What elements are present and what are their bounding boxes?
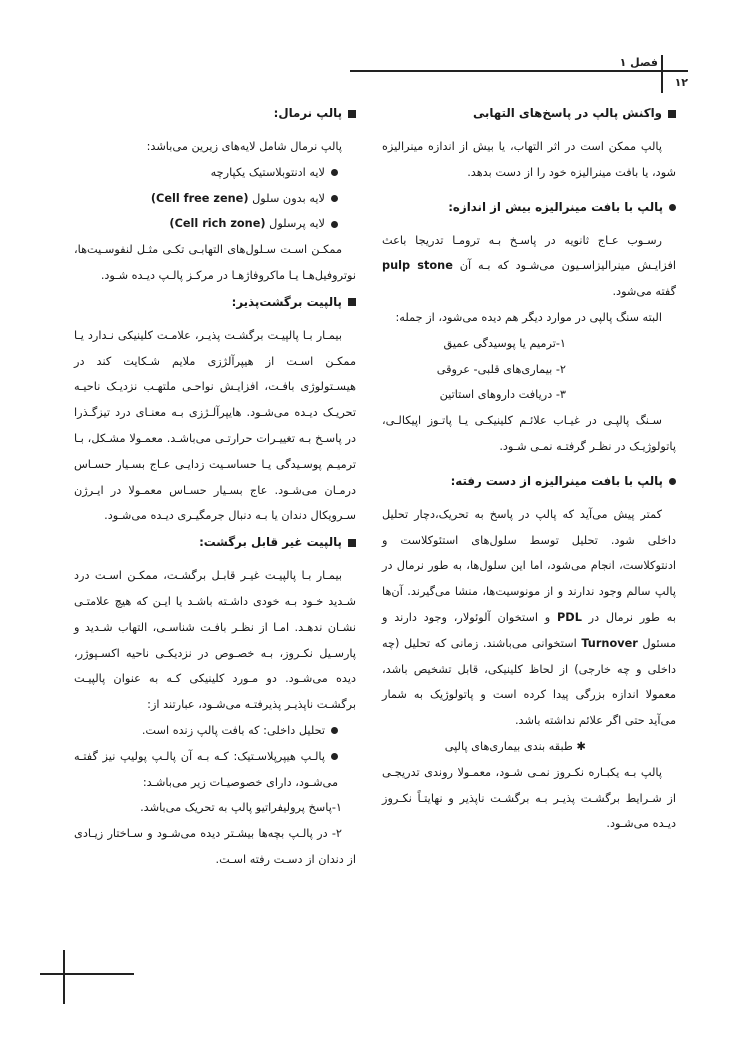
list-item: ۲- بیماری‌های قلبی- عروقی bbox=[436, 362, 566, 376]
list-item: ۲- در پالـپ بچه‌ها بیشـتر دیده می‌شـود و سـاختار زیـادی از دندان از دسـت رفته اسـت. bbox=[74, 827, 356, 866]
list-item: لایه پرسلول (Cell rich zone) bbox=[74, 211, 338, 237]
classification-note: ✱ طبقه بندی بیماری‌های پالپی bbox=[444, 739, 586, 753]
paragraph: رسـوب عـاج ثانویه در پاسـخ بـه ترومـا تدریجا باعث افزایـش مینرالیزاسـیون می‌شـود که بـه آن pulp stone گفته می‌شود. bbox=[382, 233, 676, 299]
round-bullet-icon bbox=[669, 204, 676, 211]
paragraph: پالپ نرمال شامل لایه‌های زیرین می‌باشد: bbox=[146, 140, 342, 153]
square-bullet-icon bbox=[668, 110, 676, 118]
heading-irreversible-pulpitis: پالپیت غیر قابل برگشت: bbox=[74, 529, 356, 555]
term-turnover: Turnover bbox=[581, 636, 638, 650]
paragraph: پالپ بـه یکبـاره نکـروز نمـی شـود، معمـولا روندی تدریجـی از شـرایط برگشـت پذیـر بـه برگشـت ناپذیر و نهایتـاً نکـروز دیـده می‌شـود. bbox=[382, 765, 676, 831]
paragraph: ممکـن اسـت سـلول‌های التهابـی تکـی مثـل لنفوسـیت‌ها، نوتروفیل‌هـا یـا ماکروفاژهـا در مرکـز پالـپ دیـده شـود. bbox=[74, 243, 356, 282]
term-pdl: PDL bbox=[557, 610, 582, 624]
list-item: تحلیل داخلی: که بافت پالپ زنده است. bbox=[74, 718, 338, 744]
header-divider bbox=[661, 55, 663, 93]
crop-mark-horizontal bbox=[40, 973, 134, 975]
list-item: پالـپ هیپرپلاسـتیک: کـه بـه آن پالـپ پولیپ نیز گفتـه می‌شـود، دارای خصوصیـات زیر می‌باشـد: bbox=[74, 749, 338, 789]
paragraph: بیمـار بـا پالپیـت غیـر قابـل برگشـت، ممکـن اسـت درد شـدید خـود بـه خودی داشـته باشـد یا ایـن که هیچ علامتـی نشـان ندهـد. امـا از نظـر بافـت شناسـی، التهاب شـدید و پارسـیل نکـروز، بـه خصـوص در نزدیکـی ناحیه اکسـپوژر، دیده می‌شـود. دو مـورد کلینیکی کـه به عنوان پالپیـت برگشـت ناپذیـر پذیرفتـه می‌شـود، عبارتند از: bbox=[74, 569, 356, 712]
heading-normal-pulp: پالپ نرمال: bbox=[74, 100, 356, 126]
square-bullet-icon bbox=[348, 110, 356, 118]
asterisk-icon: ✱ bbox=[572, 739, 586, 753]
chapter-label: فصل ۱ bbox=[619, 56, 658, 69]
round-bullet-icon bbox=[331, 727, 338, 734]
round-bullet-icon bbox=[669, 478, 676, 485]
paragraph: پالپ ممکن است در اثر التهاب، یا بیش از اندازه مینرالیزه شود، یا بافت مینرالیزه خود را از دست بدهد. bbox=[382, 140, 676, 179]
paragraph: سـنگ پالپـی در غیـاب علائـم کلینیکـی یـا پاتـوز اپیکالـی، پاتولوژیـک در نظـر گرفتـه نمـی شـود. bbox=[382, 414, 676, 453]
list-item: لایه بدون سلول (Cell free zene) bbox=[74, 186, 338, 212]
square-bullet-icon bbox=[348, 298, 356, 306]
crop-mark-vertical bbox=[63, 950, 65, 1004]
right-column bbox=[382, 100, 676, 837]
heading-reversible-pulpitis: پالپیت برگشت‌پذیر: bbox=[74, 289, 356, 315]
left-column bbox=[74, 100, 356, 873]
round-bullet-icon bbox=[331, 753, 338, 760]
page-number: ۱۲ bbox=[674, 76, 688, 89]
term-pulp-stone: pulp stone bbox=[382, 259, 453, 273]
paragraph: کمتر پیش می‌آید که پالپ در پاسخ به تحریک،دچار تحلیل داخلی شود. تحلیل توسط سلول‌های استئوکلاست و ادنتوکلاست، انجام می‌شود، اما این سلول‌ها، به طور نرمال در پالپ سالم وجود ندارند و از مونوسیت‌ها، منشا می‌گیرند. آن‌ها به طور نرمال در PDL و استخوان آلوئولار، وجود دارند و مسئول Turnover استخوانی می‌باشند. زمانی که تحلیل (چه داخلی و چه خارجی) از لحاظ کلینیکی، قابل تشخیص باشد، معمولا اندازه بزرگی پیدا کرده است و پاتولوژیک به شمار می‌آید حتی اگر علائم نداشته باشد. bbox=[382, 507, 677, 728]
round-bullet-icon bbox=[331, 169, 338, 176]
heading-lost-mineralized: پالپ با بافت مینرالیزه از دست رفته: bbox=[382, 468, 676, 494]
heading-hyper-mineralized: پالپ با بافت مینرالیزه بیش از اندازه: bbox=[382, 194, 676, 220]
round-bullet-icon bbox=[331, 195, 338, 202]
paragraph: البته سنگ پالپی در موارد دیگر هم دیده می‌شود، از جمله: bbox=[395, 310, 662, 324]
header-rule bbox=[350, 70, 688, 72]
list-item: ۱-ترمیم یا پوسیدگی عمیق bbox=[443, 336, 566, 350]
list-item: لایه ادنتوبلاستیک یکپارچه bbox=[74, 160, 338, 186]
list-item: ۳- دریافت داروهای استاتین bbox=[439, 388, 566, 402]
list-item: ۱-پاسخ پرولیفراتیو پالپ به تحریک می‌باشد. bbox=[140, 801, 342, 815]
paragraph: بیمـار بـا پالپیـت برگشـت پذیـر، علامـت کلینیکی نـدارد یـا ممکـن اسـت از هیپرآلژزی ملایم شـکایت کند در هیسـتولوژی بافـت، افزایـش نواحـی ملتهـب نزدیـک ناحیـه تحریـک دیـده می‌شـود. هایپرآلـژزی بـه معنـای درد تیزگـذرا در پاسـخ بـه تغییـرات حرارتـی می‌باشـد. معمـولا مشـکل، بـا ترمیـم پوسـیدگی یـا حساسـیت زدایـی عـاج بسـیار حسـاس درمـان می‌شـود. عاج بسـیار حسـاس معمـولا در ایـرژن سـرویکال دندان یا بـه دنبال جرمگیـری دیـده می‌شـود. bbox=[74, 328, 356, 523]
round-bullet-icon bbox=[331, 221, 338, 228]
heading-inflammatory-response: واکنش پالپ در پاسخ‌های التهابی bbox=[382, 100, 676, 126]
square-bullet-icon bbox=[348, 539, 356, 547]
